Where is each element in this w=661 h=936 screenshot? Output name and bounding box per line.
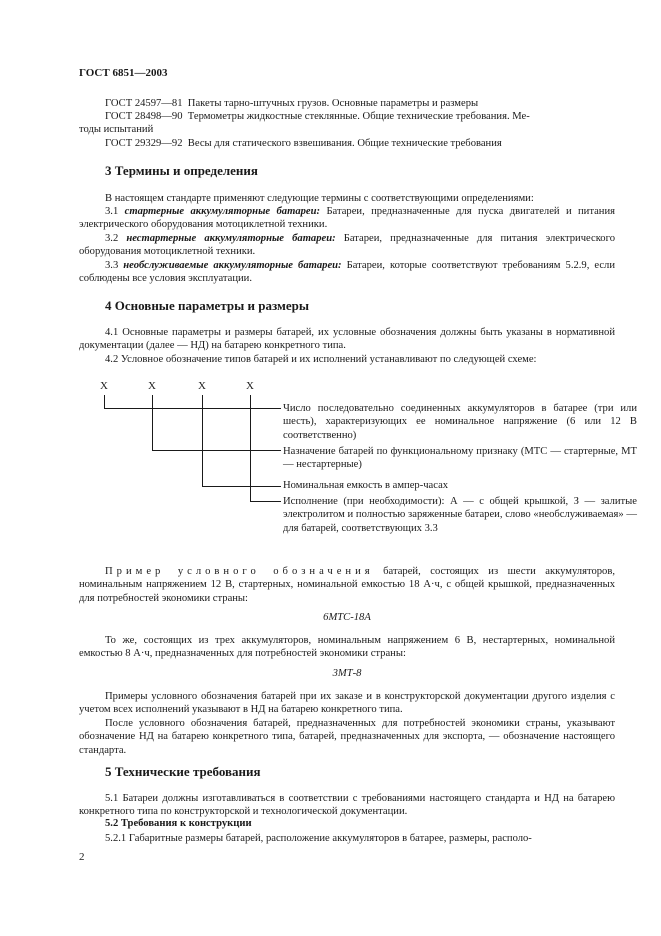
- scheme-line: [250, 501, 281, 502]
- paragraph: В настоящем стандарте применяют следующие термины с соответствующими определениями:: [105, 193, 534, 204]
- scheme-position-1: X: [100, 380, 108, 392]
- example-code: 3МТ-8: [332, 668, 362, 679]
- scheme-line: [152, 395, 153, 450]
- paragraph: 5.1 Батареи должны изготавливаться в соответствии с требованиями настоящего стандарта и НД на батарею конкретного типа по конструкторской и технологической документации.: [79, 793, 615, 818]
- scheme-position-4: X: [246, 380, 254, 392]
- paragraph: 4.2 Условное обозначение типов батарей и их исполнений устанавливают по следующей схеме:: [105, 354, 537, 365]
- paragraph: 5.2.1 Габаритные размеры батарей, расположение аккумуляторов в батарее, размеры, располо-: [105, 833, 532, 844]
- running-header: ГОСТ 6851—2003: [79, 67, 168, 79]
- section-heading: 4 Основные параметры и размеры: [105, 298, 310, 313]
- paragraph: То же, состоящих из трех аккумуляторов, номинальным напряжением 6 В, нестартерных, номинальной емкостью 8 А·ч, предназначенных для потребностей экономики страны:: [79, 635, 615, 660]
- scheme-line: [250, 395, 251, 501]
- scheme-line: [104, 408, 281, 409]
- reference-item: ГОСТ 28498—90 Термометры жидкостные стеклянные. Общие технические требования. Ме-: [105, 111, 530, 122]
- scheme-description-4: Исполнение (при необходимости): А — с общей крышкой, З — залитые электролитом и полностью заряженные батареи, слово «необслуживаемая» — для батарей, соответствующих 3.3: [283, 496, 637, 534]
- subsection-heading: 5.2 Требования к конструкции: [105, 818, 252, 829]
- scheme-line: [104, 395, 105, 408]
- term-definition: 3.2 нестартерные аккумуляторные батареи: Батареи, предназначенные для питания электрического оборудования мотоциклетной техники.: [79, 233, 615, 258]
- paragraph: Примеры условного обозначения батарей при их заказе и в конструкторской документации другого изделия с учетом всех исполнений указывают в НД на батарею конкретного типа.: [79, 691, 615, 716]
- paragraph: После условного обозначения батарей, предназначенных для потребностей экономики страны, указывают обозначение НД на батарею конкретного типа, батарей, предназначенных для экспорта, — обозначение настоящего стандарта.: [79, 718, 615, 756]
- example-paragraph: Пример условного обозначения батарей, состоящих из шести аккумуляторов, номинальным напряжением 12 В, стартерных, номинальной емкостью 18 А·ч, с общей крышкой, предназначенных для потребностей экономики страны:: [79, 566, 616, 604]
- scheme-line: [152, 450, 281, 451]
- scheme-description-3: Номинальная емкость в ампер-часах: [283, 480, 449, 491]
- scheme-line: [202, 395, 203, 486]
- scheme-position-3: X: [198, 380, 206, 392]
- scheme-description-2: Назначение батарей по функциональному признаку (МТС — стартерные, МТ — нестартерные): [283, 446, 637, 471]
- section-heading: 3 Термины и определения: [105, 163, 258, 178]
- page-number: 2: [79, 851, 85, 863]
- scheme-position-2: X: [148, 380, 156, 392]
- reference-continuation: тоды испытаний: [79, 124, 154, 135]
- example-code: 6МТС-18А: [323, 612, 371, 623]
- scheme-line: [202, 486, 281, 487]
- reference-item: ГОСТ 24597—81 Пакеты тарно-штучных грузов. Основные параметры и размеры: [105, 98, 479, 109]
- scheme-description-1: Число последовательно соединенных аккумуляторов в батарее (три или шесть), характеризующих ее номинальное напряжение (6 или 12 В соответственно): [283, 403, 637, 441]
- paragraph: 4.1 Основные параметры и размеры батарей, их условные обозначения должны быть указаны в нормативной документации (далее — НД) на батарею конкретного типа.: [79, 327, 615, 352]
- term-definition: 3.1 стартерные аккумуляторные батареи: Батареи, предназначенные для пуска двигателей и питания электрического оборудования мотоциклетной техники.: [79, 206, 616, 231]
- reference-item: ГОСТ 29329—92 Весы для статического взвешивания. Общие технические требования: [105, 138, 502, 149]
- section-heading: 5 Технические требования: [105, 764, 261, 779]
- term-definition: 3.3 необслуживаемые аккумуляторные батареи: Батареи, которые соответствуют требованиям 5.2.9, если соблюдены все условия эксплуатации.: [79, 260, 616, 285]
